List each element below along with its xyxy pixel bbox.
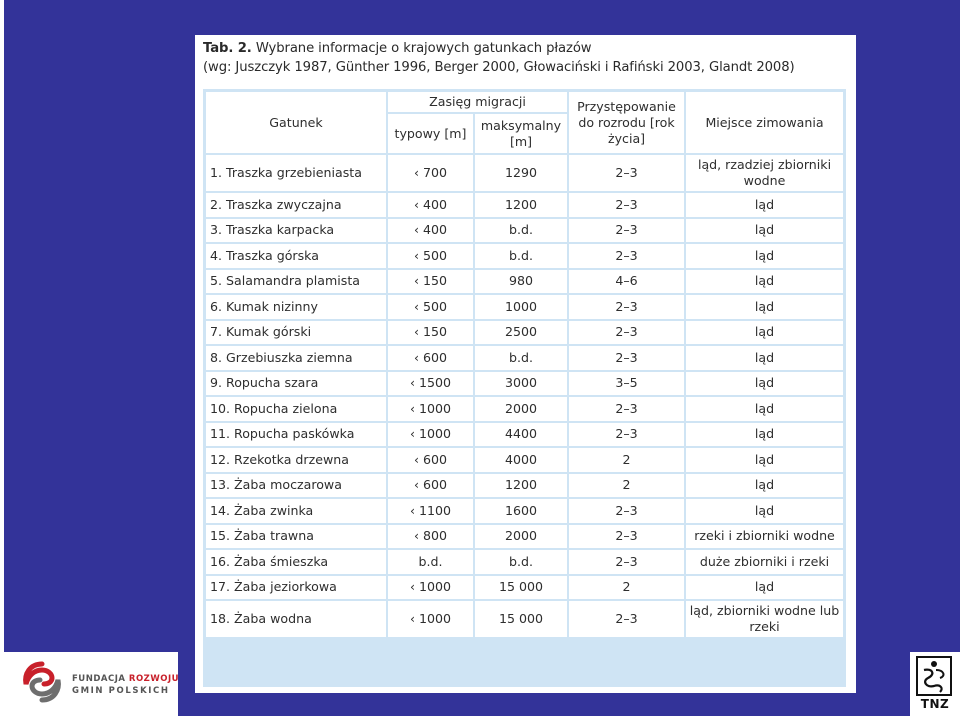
typical-range-cell: b.d. (388, 550, 473, 574)
table-wrapper (203, 89, 846, 687)
breeding-age-cell: 2–3 (569, 525, 684, 549)
breeding-age-cell: 2–3 (569, 499, 684, 523)
species-table (204, 90, 845, 639)
table-row (206, 576, 843, 600)
wintering-place-cell: ląd (686, 397, 843, 421)
species-name-cell: 8. Grzebiuszka ziemna (206, 346, 386, 370)
fundacja-swirl-icon (20, 660, 64, 704)
wintering-place-cell: ląd (686, 244, 843, 268)
wintering-place-cell: ląd, zbiorniki wodne lub rzeki (686, 601, 843, 637)
wintering-place-cell: ląd (686, 576, 843, 600)
breeding-age-cell: 2–3 (569, 601, 684, 637)
table-row (206, 448, 843, 472)
species-name-cell: 4. Traszka górska (206, 244, 386, 268)
table-row (206, 219, 843, 243)
table-row (206, 499, 843, 523)
table-row (206, 474, 843, 498)
typical-range-cell: ‹ 800 (388, 525, 473, 549)
table-row (206, 397, 843, 421)
wintering-place-cell: ląd (686, 321, 843, 345)
species-name-cell: 12. Rzekotka drzewna (206, 448, 386, 472)
max-range-cell: 4400 (475, 423, 567, 447)
tnz-logo-text: TNZ (920, 697, 950, 711)
header-typical: typowy [m] (388, 114, 473, 153)
max-range-cell: 15 000 (475, 576, 567, 600)
fundacja-logo-line1: FUNDACJA ROZWOJU (72, 674, 180, 684)
species-name-cell: 14. Żaba zwinka (206, 499, 386, 523)
typical-range-cell: ‹ 1100 (388, 499, 473, 523)
tnz-logo (914, 654, 956, 714)
table-row (206, 601, 843, 637)
max-range-cell: 1200 (475, 193, 567, 217)
species-name-cell: 10. Ropucha zielona (206, 397, 386, 421)
breeding-age-cell: 2–3 (569, 346, 684, 370)
typical-range-cell: ‹ 700 (388, 155, 473, 191)
fundacja-logo (10, 654, 180, 712)
breeding-age-cell: 2–3 (569, 423, 684, 447)
table-row (206, 270, 843, 294)
species-name-cell: 7. Kumak górski (206, 321, 386, 345)
max-range-cell: 1600 (475, 499, 567, 523)
typical-range-cell: ‹ 400 (388, 193, 473, 217)
breeding-age-cell: 2–3 (569, 219, 684, 243)
species-name-cell: 11. Ropucha paskówka (206, 423, 386, 447)
max-range-cell: 15 000 (475, 601, 567, 637)
species-name-cell: 5. Salamandra plamista (206, 270, 386, 294)
table-card (195, 35, 856, 693)
species-name-cell: 9. Ropucha szara (206, 372, 386, 396)
typical-range-cell: ‹ 600 (388, 474, 473, 498)
header-maximal: maksymalny [m] (475, 114, 567, 153)
species-name-cell: 3. Traszka karpacka (206, 219, 386, 243)
species-table-body (206, 155, 843, 637)
max-range-cell: 1290 (475, 155, 567, 191)
breeding-age-cell: 4–6 (569, 270, 684, 294)
typical-range-cell: ‹ 1000 (388, 397, 473, 421)
species-name-cell: 6. Kumak nizinny (206, 295, 386, 319)
wintering-place-cell: ląd (686, 474, 843, 498)
breeding-age-cell: 2–3 (569, 295, 684, 319)
tnz-figure-icon (918, 658, 950, 694)
max-range-cell: b.d. (475, 346, 567, 370)
species-name-cell: 13. Żaba moczarowa (206, 474, 386, 498)
breeding-age-cell: 2 (569, 448, 684, 472)
max-range-cell: 2000 (475, 525, 567, 549)
max-range-cell: 1000 (475, 295, 567, 319)
max-range-cell: 2000 (475, 397, 567, 421)
max-range-cell: b.d. (475, 244, 567, 268)
wintering-place-cell: ląd (686, 423, 843, 447)
wintering-place-cell: ląd (686, 448, 843, 472)
wintering-place-cell: rzeki i zbiorniki wodne (686, 525, 843, 549)
typical-range-cell: ‹ 1500 (388, 372, 473, 396)
caption-label: Tab. 2. (203, 41, 252, 56)
breeding-age-cell: 3–5 (569, 372, 684, 396)
header-migration-range: Zasięg migracji (388, 92, 567, 112)
header-wintering: Miejsce zimowania (686, 92, 843, 153)
typical-range-cell: ‹ 1000 (388, 423, 473, 447)
table-row (206, 193, 843, 217)
typical-range-cell: ‹ 1000 (388, 576, 473, 600)
wintering-place-cell: ląd (686, 270, 843, 294)
header-species: Gatunek (206, 92, 386, 153)
max-range-cell: 1200 (475, 474, 567, 498)
tnz-mark-box (916, 656, 952, 696)
max-range-cell: b.d. (475, 219, 567, 243)
breeding-age-cell: 2–3 (569, 397, 684, 421)
table-caption (203, 39, 853, 77)
typical-range-cell: ‹ 150 (388, 321, 473, 345)
species-name-cell: 18. Żaba wodna (206, 601, 386, 637)
caption-source: (wg: Juszczyk 1987, Günther 1996, Berger 2000, Głowaciński i Rafiński 2003, Glandt 2008) (203, 60, 795, 75)
typical-range-cell: ‹ 400 (388, 219, 473, 243)
breeding-age-cell: 2 (569, 576, 684, 600)
species-name-cell: 2. Traszka zwyczajna (206, 193, 386, 217)
species-name-cell: 15. Żaba trawna (206, 525, 386, 549)
typical-range-cell: ‹ 1000 (388, 601, 473, 637)
table-row (206, 321, 843, 345)
wintering-place-cell: ląd (686, 193, 843, 217)
breeding-age-cell: 2 (569, 474, 684, 498)
breeding-age-cell: 2–3 (569, 321, 684, 345)
species-name-cell: 16. Żaba śmieszka (206, 550, 386, 574)
table-row (206, 525, 843, 549)
caption-title: Wybrane informacje o krajowych gatunkach płazów (251, 41, 592, 56)
wintering-place-cell: ląd (686, 346, 843, 370)
header-breeding: Przystępowanie do rozrodu [rok życia] (569, 92, 684, 153)
species-name-cell: 1. Traszka grzebieniasta (206, 155, 386, 191)
wintering-place-cell: ląd (686, 295, 843, 319)
table-row (206, 295, 843, 319)
typical-range-cell: ‹ 600 (388, 448, 473, 472)
typical-range-cell: ‹ 500 (388, 244, 473, 268)
breeding-age-cell: 2–3 (569, 550, 684, 574)
typical-range-cell: ‹ 600 (388, 346, 473, 370)
max-range-cell: b.d. (475, 550, 567, 574)
breeding-age-cell: 2–3 (569, 193, 684, 217)
wintering-place-cell: ląd (686, 372, 843, 396)
wintering-place-cell: ląd (686, 499, 843, 523)
table-row (206, 550, 843, 574)
typical-range-cell: ‹ 500 (388, 295, 473, 319)
table-row (206, 423, 843, 447)
table-row (206, 346, 843, 370)
typical-range-cell: ‹ 150 (388, 270, 473, 294)
fundacja-logo-line2: GMIN POLSKICH (72, 686, 170, 696)
max-range-cell: 980 (475, 270, 567, 294)
species-name-cell: 17. Żaba jeziorkowa (206, 576, 386, 600)
wintering-place-cell: duże zbiorniki i rzeki (686, 550, 843, 574)
breeding-age-cell: 2–3 (569, 155, 684, 191)
breeding-age-cell: 2–3 (569, 244, 684, 268)
table-row (206, 244, 843, 268)
max-range-cell: 3000 (475, 372, 567, 396)
wintering-place-cell: ląd, rzadziej zbiorniki wodne (686, 155, 843, 191)
wintering-place-cell: ląd (686, 219, 843, 243)
table-row (206, 372, 843, 396)
max-range-cell: 4000 (475, 448, 567, 472)
max-range-cell: 2500 (475, 321, 567, 345)
table-row (206, 155, 843, 191)
